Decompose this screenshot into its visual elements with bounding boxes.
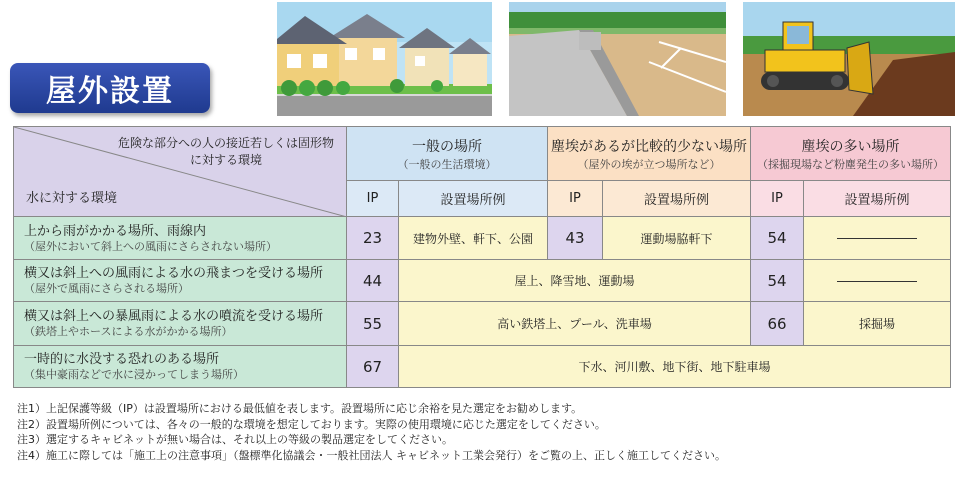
note-line: 注1）上記保護等級（IP）は設置場所における最低値を表します。設置場所に応じ余裕を見た選定をお勧めします。 <box>17 402 583 415</box>
env-general-subtitle: （一般の生活環境） <box>397 157 497 171</box>
ip-value: 44 <box>347 260 399 302</box>
water-env-main: 上から雨がかかる場所、雨線内 <box>24 223 207 239</box>
env-general-header <box>347 127 548 181</box>
houses-photo <box>277 2 492 116</box>
env-low-dust-title: 塵埃があるが比較的少ない場所 <box>551 138 747 155</box>
table-corner-header <box>14 127 347 217</box>
water-env-cell <box>14 217 347 260</box>
ip-value: 55 <box>347 302 399 346</box>
ip-value: 67 <box>347 346 399 388</box>
water-env-cell <box>14 302 347 346</box>
ip-value: 23 <box>347 217 399 260</box>
ip-value: 54 <box>751 260 804 302</box>
ip-value: 66 <box>751 302 804 346</box>
example-value: 運動場脇軒下 <box>603 217 751 260</box>
water-env-main: 横又は斜上への風雨による水の飛まつを受ける場所 <box>24 266 324 281</box>
example-value: 下水、河川敷、地下街、地下駐車場 <box>399 346 951 388</box>
water-env-sub: （鉄塔上やホースによる水がかかる場所） <box>24 325 233 338</box>
example-empty <box>804 260 951 302</box>
ip-col-header-low-dust: IP <box>548 181 603 217</box>
example-col-header-low-dust: 設置場所例 <box>603 181 751 217</box>
note-line: 注4）施工に際しては「施工上の注意事項」（盤標準化協議会・一般社団法人 キャビネット工業会発行）をご覧の上、正しく施工してください。 <box>17 448 726 462</box>
example-col-header-general: 設置場所例 <box>399 181 548 217</box>
water-env-sub: （集中豪雨などで水に浸かってしまう場所） <box>24 368 244 381</box>
ip-value: 43 <box>548 217 603 260</box>
example-value: 採掘場 <box>804 302 951 346</box>
env-general-title: 一般の場所 <box>412 138 482 155</box>
water-env-sub: （屋外において斜上への風雨にさらされない場所） <box>24 239 277 253</box>
section-title-badge <box>10 63 210 113</box>
example-col-header-high-dust: 設置場所例 <box>804 181 951 217</box>
env-high-dust-subtitle: （採掘現場など粉塵発生の多い場所） <box>757 157 944 171</box>
example-value: 屋上、降雪地、運動場 <box>399 260 751 302</box>
dash-line <box>837 281 917 282</box>
env-high-dust-header <box>751 127 951 181</box>
table-row <box>14 260 951 302</box>
example-empty <box>804 217 951 260</box>
note-line: 注3）選定するキャビネットが無い場合は、それ以上の等級の製品選定をしてください。 <box>17 433 453 446</box>
ip-col-header-general: IP <box>347 181 399 217</box>
water-env-cell <box>14 260 347 302</box>
table-row <box>14 302 951 346</box>
example-value: 建物外壁、軒下、公園 <box>399 217 548 260</box>
table-row <box>14 346 951 388</box>
ip-selection-table <box>13 126 951 388</box>
bulldozer-photo <box>743 2 955 116</box>
sports-field-photo <box>509 2 726 116</box>
section-title: 屋外設置 <box>46 74 174 109</box>
ip-col-header-high-dust: IP <box>751 181 804 217</box>
corner-top-label: 危険な部分への人の接近若しくは固形物に対する環境 <box>117 136 334 167</box>
dash-line <box>837 238 917 239</box>
note-line: 注2）設置場所例については、各々の一般的な環境を想定しております。実際の使用環境に応じた選定をしてください。 <box>17 417 606 431</box>
ip-value: 54 <box>751 217 804 260</box>
water-env-cell <box>14 346 347 388</box>
water-env-main: 一時的に水没する恐れのある場所 <box>24 352 220 367</box>
env-low-dust-subtitle: （屋外の埃が立つ場所など） <box>577 157 721 171</box>
env-high-dust-title: 塵埃の多い場所 <box>801 138 900 155</box>
table-row <box>14 217 951 260</box>
env-low-dust-header <box>548 127 751 181</box>
example-value: 高い鉄塔上、プール、洗車場 <box>399 302 751 346</box>
water-env-main: 横又は斜上への暴風雨による水の噴流を受ける場所 <box>24 309 324 324</box>
water-env-sub: （屋外で風雨にさらされる場所） <box>24 282 189 295</box>
notes <box>17 401 726 463</box>
corner-bottom-label: 水に対する環境 <box>26 191 118 206</box>
